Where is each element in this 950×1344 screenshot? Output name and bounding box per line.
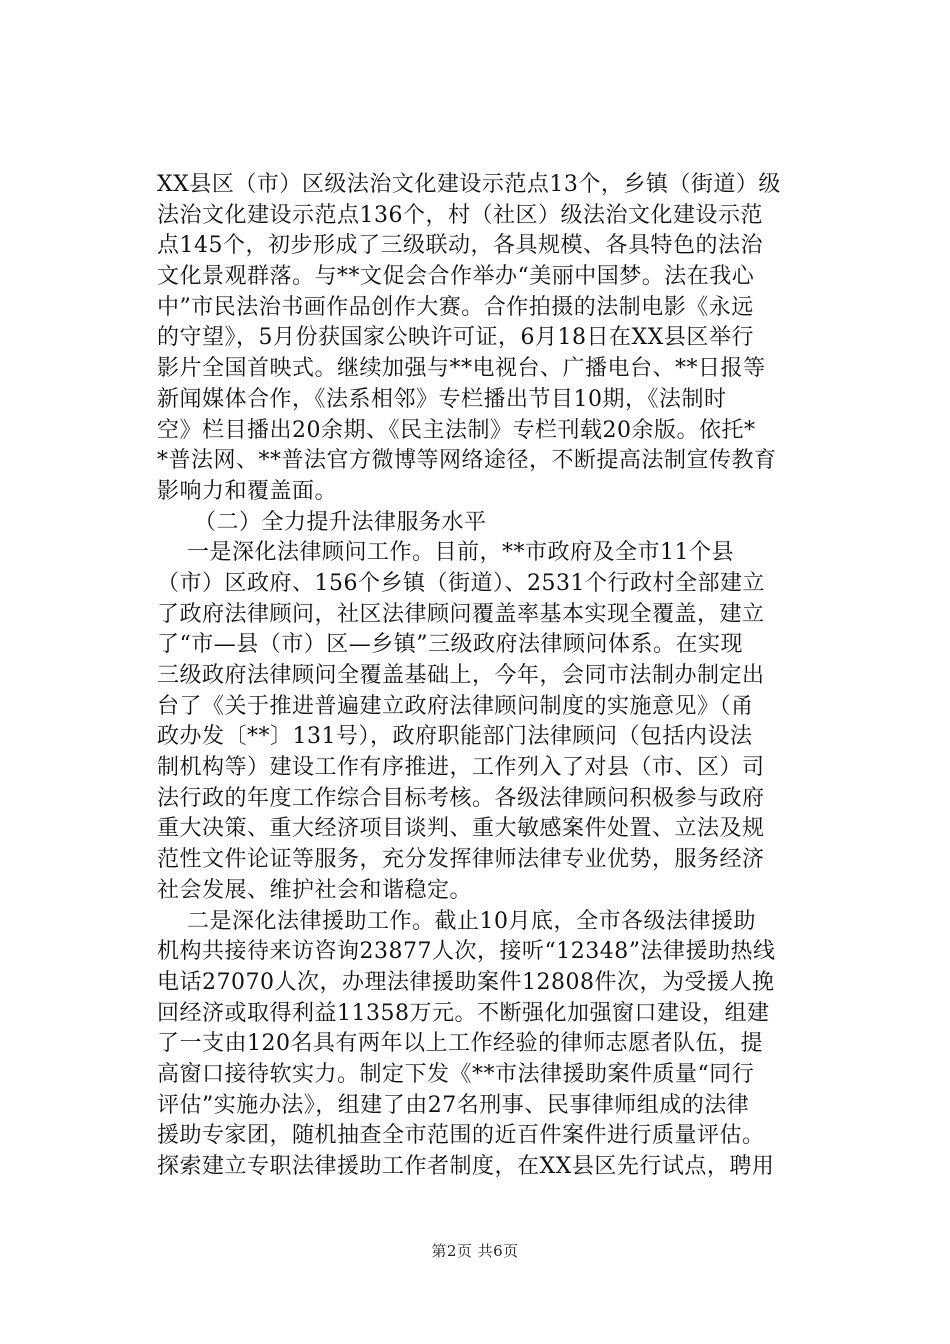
text-line: 了政府法律顾问，社区法律顾问覆盖率基本实现全覆盖，建立 (157, 601, 765, 627)
text-line: 政办发〔**〕131号），政府职能部门法律顾问（包括内设法 (157, 724, 753, 750)
text-line: 影响力和覆盖面。 (157, 478, 338, 504)
text-line: 台了《关于推进普遍建立政府法律顾问制度的实施意见》（甬 (157, 693, 754, 719)
text-line: 了一支由120名具有两年以上工作经验的律师志愿者队伍，提 (157, 1031, 763, 1057)
text-line: 评估”实施办法》，组建了由27名刑事、民事律师组成的法律 (157, 1092, 750, 1118)
text-line: 二是深化法律援助工作。截止10月底，全市各级法律援助 (187, 908, 756, 934)
text-line: 高窗口接待软实力。制定下发《**市法律援助案件质量“同行 (157, 1061, 755, 1087)
text-line: 范性文件论证等服务，充分发挥律师法律专业优势，服务经济 (157, 847, 765, 873)
text-line: 三级政府法律顾问全覆盖基础上，今年，会同市法制办制定出 (157, 663, 765, 688)
text-line: 文化景观群落。与**文促会合作举办“美丽中国梦。法在我心 (157, 264, 755, 290)
text-line: 法行政的年度工作综合目标考核。各级法律顾问积极参与政府 (157, 785, 765, 811)
text-line: 影片全国首映式。继续加强与**电视台、广播电台、**日报等 (157, 356, 766, 382)
text-line: 电话27070人次，办理法律援助案件12808件次，为受援人挽 (157, 969, 775, 995)
text-line: 探索建立专职法律援助工作者制度，在XX县区先行试点，聘用 (157, 1154, 775, 1179)
text-line: 中”市民法治书画作品创作大赛。合作拍摄的法制电影《永远 (157, 294, 754, 320)
text-line: 一是深化法律顾问工作。目前，**市政府及全市11个县 (187, 540, 734, 566)
text-line: 法治文化建设示范点136个，村（社区）级法治文化建设示范 (157, 202, 763, 228)
text-line: 重大决策、重大经济项目谈判、重大敏感案件处置、立法及规 (157, 816, 765, 842)
text-line: 机构共接待来访咨询23877人次，接听“12348”法律援助热线 (157, 939, 776, 965)
text-line: 了“市—县（市）区—乡镇”三级政府法律顾问体系。在实现 (157, 632, 743, 658)
section-heading: （二）全力提升法律服务水平 (194, 509, 487, 535)
text-line: *普法网、**普法官方微博等网络途径，不断提高法制宣传教育 (157, 448, 777, 474)
text-line: 回经济或取得利益11358万元。不断强化加强窗口建设，组建 (157, 1000, 770, 1026)
text-line: 社会发展、维护社会和谐稳定。 (157, 877, 473, 903)
text-line: 空》栏目播出20余期、《民主法制》专栏刊载20余版。依托* (157, 417, 756, 443)
text-line: 的守望》，5月份获国家公映许可证，6月18日在XX县区举行 (157, 325, 754, 351)
text-line: 援助专家团，随机抽查全市范围的近百件案件进行质量评估。 (157, 1123, 765, 1149)
document-body (157, 170, 829, 1183)
text-line: 新闻媒体合作，《法系相邻》专栏播出节目10期，《法制时 (157, 386, 727, 412)
text-line: 点145个，初步形成了三级联动，各具规模、各具特色的法治 (157, 233, 763, 259)
text-line: XX县区（市）区级法治文化建设示范点13个，乡镇（街道）级 (157, 172, 781, 197)
page-footer: 第2页 共6页 (431, 1242, 519, 1260)
text-line: （市）区政府、156个乡镇（街道）、2531个行政村全部建立 (157, 570, 765, 596)
text-line: 制机构等）建设工作有序推进，工作列入了对县（市、区）司 (157, 755, 765, 781)
